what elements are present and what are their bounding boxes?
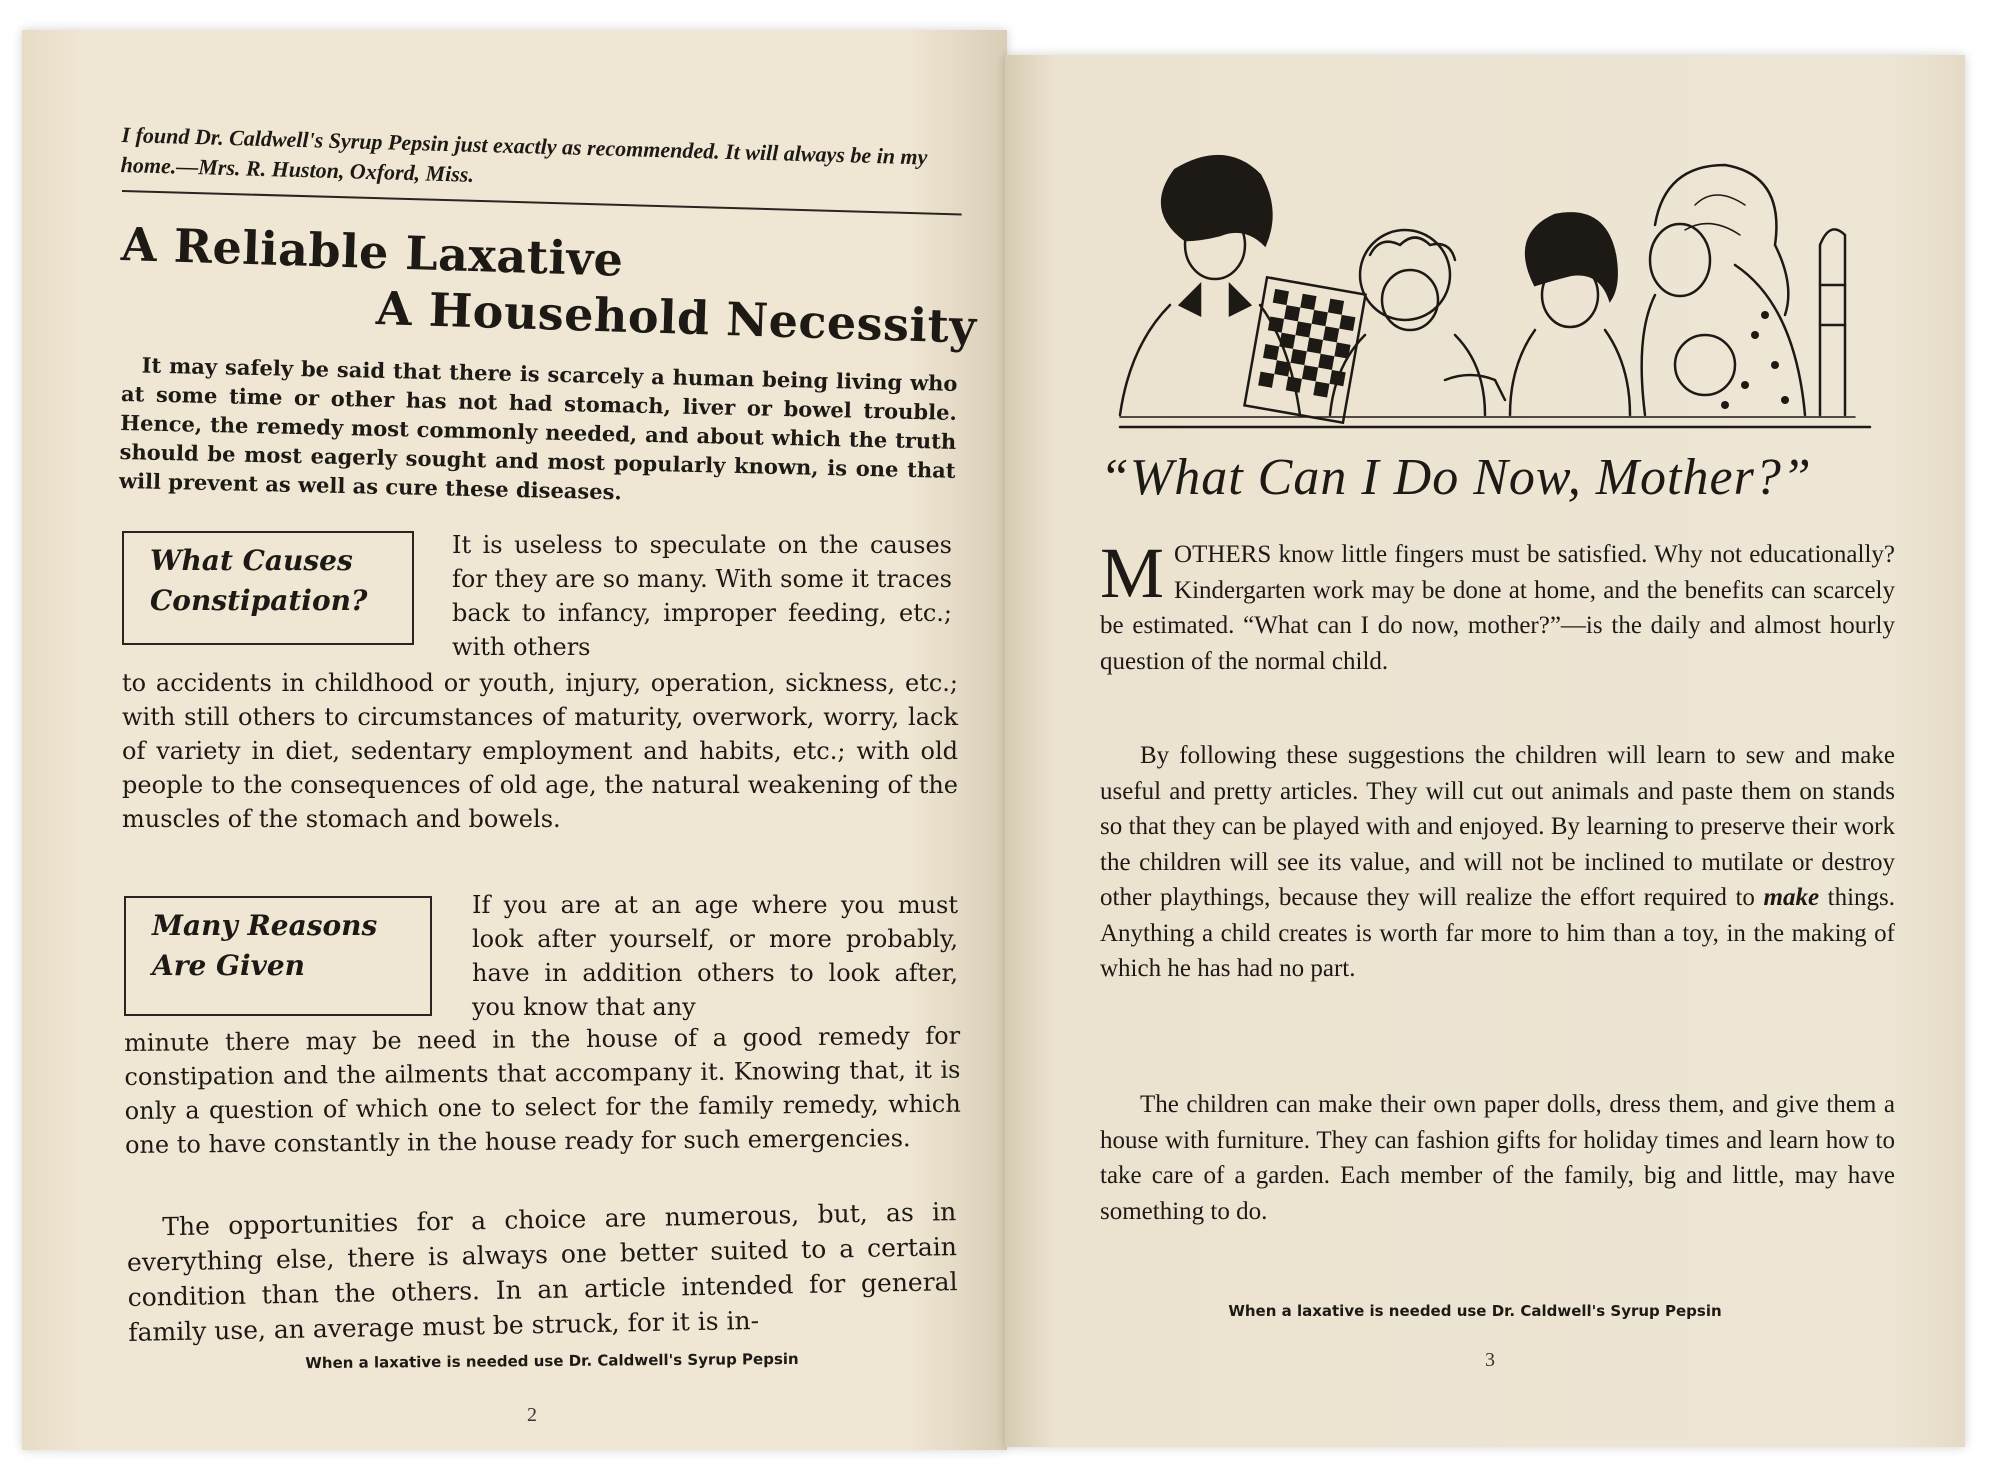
testimonial-quote: I found Dr. Caldwell's Syrup Pepsin just exactly as recommended. It will always be in my home.—Mrs. R. Huston, Oxford, Miss. [120, 121, 928, 187]
intro-paragraph: It may safely be said that there is scarcely a human being living who at some time or other has not had stomach, liver or bowel trouble. Hence, the remedy most commonly needed, and about which the truth should be most eagerly sought and most popularly known, is one that will prevent as well as cure these diseases. [118, 352, 958, 505]
child2-face [1382, 270, 1438, 330]
dress-polka-dots [1721, 311, 1789, 409]
girl4-hair [1655, 165, 1788, 315]
girl3-body [1510, 330, 1630, 415]
headline-line-2: A Household Necessity [375, 281, 978, 354]
right-page [1005, 55, 1965, 1447]
emphasis-word: make [1763, 884, 1820, 911]
girl3-hair [1526, 213, 1617, 300]
page-number: 2 [527, 1404, 537, 1426]
mothers-paragraph [1100, 533, 1895, 679]
girl1-hair [1162, 156, 1271, 245]
children-playing-illustration [1115, 135, 1875, 435]
suggestions-paragraph-text: By following these suggestions the children will learn to sew and make useful and pretty articles. They will cut out animals and paste them on stands so that they can be played with and enjoyed. By learning to preserve their work the children will see its value, and will not be inclined to mutilate or destroy other playthings, because they will realize the effort required to [1100, 742, 1895, 911]
drop-cap: M [1100, 533, 1165, 613]
child2-toy [1445, 375, 1505, 400]
subhead-box-constipation [122, 531, 414, 645]
girl4-face [1650, 224, 1710, 296]
subhead-box-reasons [124, 896, 432, 1016]
subhead-box-line: Are Given [152, 949, 306, 982]
checkerboard-squares [1258, 289, 1358, 400]
subhead-box-line: Many Reasons [152, 909, 378, 942]
suggestions-paragraph-end: things. Anything a child creates is worth far more to him than a toy, in the making of which he has had no part. [1100, 884, 1896, 982]
suggestions-paragraph [1100, 738, 1895, 987]
subhead-box-line: What Causes [150, 544, 353, 577]
left-page [22, 30, 1007, 1450]
headline-line-1: A Reliable Laxative [120, 217, 625, 287]
reasons-paragraph-top: If you are at an age where you must look after yourself, or more probably, have in addition others to look after, you know that any [472, 891, 958, 1021]
reasons-paragraph: minute there may be need in the house of a good remedy for constipation and the ailments that accompany it. Knowing that, it is only a question of which one to select for the family remedy, which one to have constantly in the house ready for such emergencies. [124, 1021, 961, 1159]
page-footer: When a laxative is needed use Dr. Caldwell's Syrup Pepsin [1228, 1302, 1722, 1320]
page-number: 3 [1485, 1349, 1495, 1371]
girl1-bow [1180, 285, 1250, 315]
subhead-box-line: Constipation? [150, 584, 368, 617]
opportunities-paragraph: The opportunities for a choice are numerous, but, as in everything else, there is always one better suited to a certain condition than the others. In an article intended for general family use, an average must be struck, for it is in- [126, 1197, 958, 1347]
doll-in-hand [1675, 335, 1735, 395]
paper-dolls-paragraph: The children can make their own paper dolls, dress them, and give them a house with furniture. They can fashion gifts for holiday times and learn how to take care of a garden. Each member of the family, big and little, may have something to do. [1100, 1091, 1895, 1225]
causes-paragraph: to accidents in childhood or youth, injury, operation, sickness, etc.; with still others to circumstances of maturity, overwork, worry, lack of variety in diet, sedentary employment and habits, etc.; with old people to the consequences of old age, the natural weakening of the muscles of the stomach and bowels. [122, 669, 958, 833]
mothers-paragraph-text: OTHERS know little fingers must be satisfied. Why not educationally? Kindergarten work may be done at home, and the benefits can scarcely be estimated. “What can I do now, mother?”—is the daily and almost hourly question of the normal child. [1100, 541, 1895, 675]
page-footer: When a laxative is needed use Dr. Caldwell's Syrup Pepsin [305, 1349, 799, 1373]
causes-paragraph-top: It is useless to speculate on the causes for they are so many. With some it traces back to infancy, improper feeding, etc.; with others [452, 531, 952, 661]
chair-back [1820, 229, 1845, 415]
section-title: “What Can I Do Now, Mother?” [1100, 449, 1812, 506]
